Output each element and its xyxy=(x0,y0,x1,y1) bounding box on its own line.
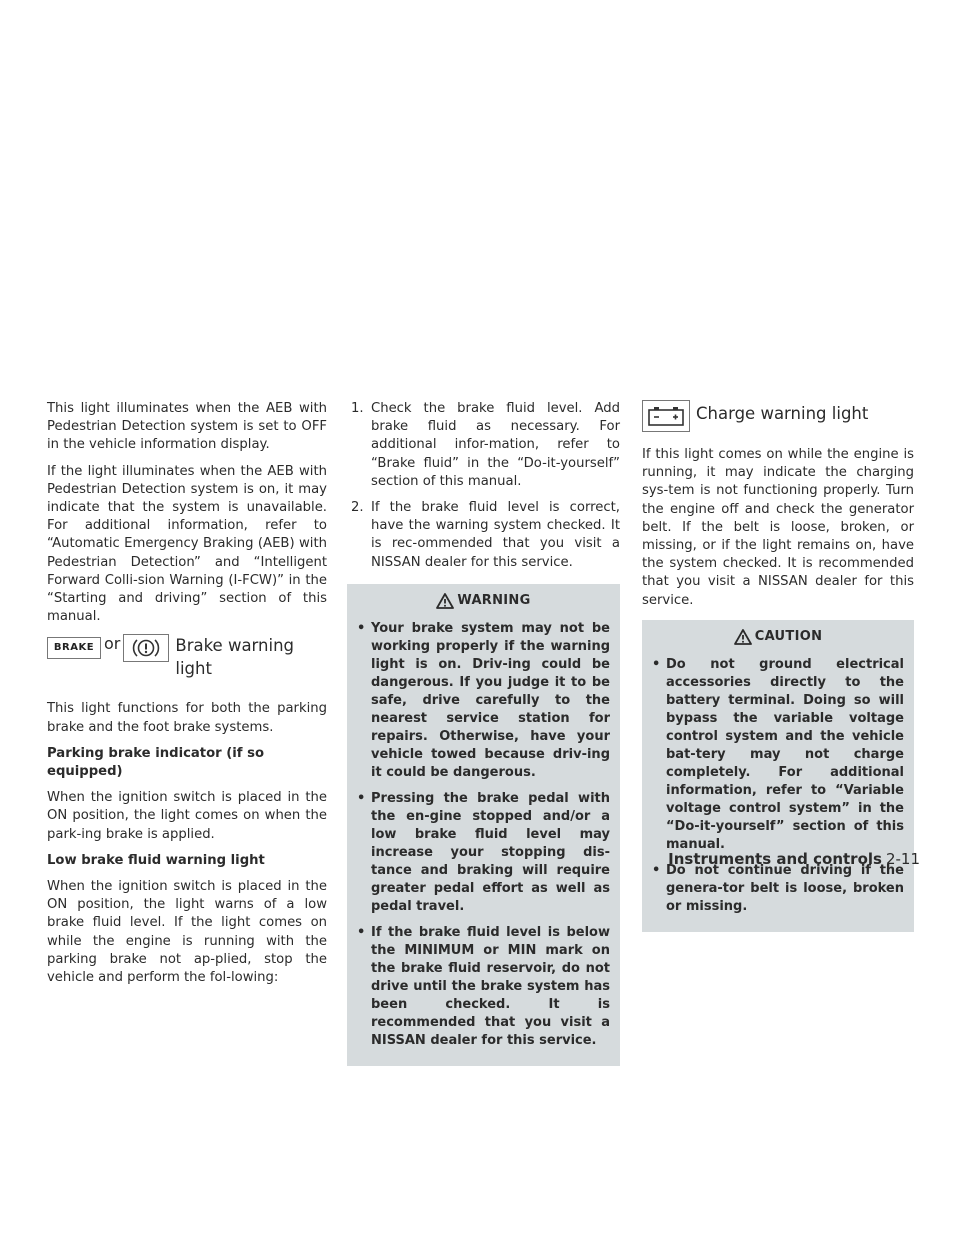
warning-text: If the brake fluid level is below the MINIMUM or MIN mark on the brake fluid reservoir, do not drive until the brake system has been checked. It is recommended that you visit a NISSAN dealer for this service. xyxy=(371,925,610,1049)
brake-warning-heading xyxy=(47,634,327,690)
list-item: • Do not ground electrical accessories directly to the battery terminal. Doing so will bypass the variable voltage control system and the vehicle bat-tery may not charge completely. For additional information, refer to “Variable voltage control system” in the “Do-it-yourself” section of this manual. xyxy=(652,657,904,853)
warning-list xyxy=(357,620,610,1050)
parking-brake-subhead: Parking brake indicator (if so equipped) xyxy=(47,745,265,780)
parking-brake-paragraph: When the ignition switch is placed in the ON position, the light comes on when the park-ing brake is applied. xyxy=(47,790,327,842)
caution-header xyxy=(652,628,904,646)
column-middle xyxy=(347,400,620,1066)
caution-text: Do not ground electrical accessories directly to the battery terminal. Doing so will bypass the variable voltage control system and the vehicle bat-tery may not charge completely. For additional information, refer to “Variable voltage control system” in the “Do-it-yourself” section of this manual. xyxy=(666,657,904,853)
warning-icon xyxy=(436,593,454,609)
low-fluid-subhead: Low brake fluid warning light xyxy=(47,852,265,868)
list-item xyxy=(347,499,620,572)
caution-text: Do not continue driving if the genera-tor belt is loose, broken or missing. xyxy=(666,863,904,915)
brake-functions-paragraph: This light functions for both the parking brake and the foot brake systems. xyxy=(47,701,327,735)
brake-steps-list xyxy=(347,400,620,572)
caution-title: CAUTION xyxy=(754,628,823,644)
list-item: • Do not continue driving if the genera-tor belt is loose, broken or missing. xyxy=(652,863,904,915)
list-item: • Pressing the brake pedal with the en-gine stopped and/or a low brake fluid level may increase your stopping dis-tance and braking will require greater pedal effort as well as pedal travel. xyxy=(357,791,610,915)
warning-header xyxy=(357,592,610,610)
warning-title: WARNING xyxy=(457,592,531,608)
list-item xyxy=(347,400,620,491)
list-item: • If the brake fluid level is below the MINIMUM or MIN mark on the brake fluid reservoir, do not drive until the brake system has been checked. It is recommended that you visit a NISSAN dealer for this service. xyxy=(357,925,610,1049)
page-number: 2-11 xyxy=(885,850,920,868)
step-text: If the brake fluid level is correct, have the warning system checked. It is rec-ommended that you visit a NISSAN dealer for this service. xyxy=(371,500,620,570)
caution-icon xyxy=(734,629,752,645)
charge-warning-heading xyxy=(642,400,914,432)
page-footer xyxy=(660,850,920,868)
brake-warning-title: Brake warning light xyxy=(175,636,295,679)
step-number: 1. xyxy=(351,401,364,416)
low-fluid-paragraph: When the ignition switch is placed in the ON position, the light warns of a low brake fluid level. If the light comes on while the engine is running with the parking brake not ap-plied, stop the vehicle and perform the fol-lowing: xyxy=(47,879,327,986)
caution-list xyxy=(652,656,904,916)
column-left xyxy=(47,400,327,995)
brake-text-icon xyxy=(47,637,101,659)
warning-box xyxy=(347,584,620,1066)
battery-icon xyxy=(642,400,690,432)
step-text: Check the brake fluid level. Add brake fluid as necessary. For additional infor-mation, refer to “Brake fluid” in the “Do-it-yourself” section of this manual. xyxy=(371,401,620,489)
charge-paragraph: If this light comes on while the engine is running, it may indicate the charging sys-tem is not functioning properly. Turn the engine off and check the generator belt. If the belt is loose, broken, or missing, or if the light remains on, have the system checked. It is recommended that you visit a NISSAN dealer for this service. xyxy=(642,447,914,608)
warning-text: Pressing the brake pedal with the en-gine stopped and/or a low brake fluid level may increase your stopping dis-tance and braking will require greater pedal effort as well as pedal travel. xyxy=(371,791,610,915)
footer-section-title: Instruments and controls xyxy=(668,850,882,868)
list-item: • Your brake system may not be working properly if the warning light is on. Driv-ing could be dangerous. If you judge it to be safe, drive carefully to the nearest service station for repairs. Otherwise, have your vehicle towed because driv-ing it could be dangerous. xyxy=(357,621,610,781)
aeb-off-paragraph: This light illuminates when the AEB with Pedestrian Detection system is set to OFF in the vehicle information display. xyxy=(47,401,327,453)
parking-brake-icon xyxy=(123,634,169,662)
step-number: 2. xyxy=(351,500,364,516)
or-text: or xyxy=(104,634,121,654)
charge-warning-title: Charge warning light xyxy=(696,404,869,423)
warning-text: Your brake system may not be working properly if the warning light is on. Driv-ing could be dangerous. If you judge it to be safe, drive carefully to the nearest service station for repairs. Otherwise, have your vehicle towed because driv-ing it could be dangerous. xyxy=(371,621,610,781)
brake-icon-label: BRAKE xyxy=(53,642,95,654)
aeb-unavailable-paragraph: If the light illuminates when the AEB with Pedestrian Detection system is on, it may indicate that the system is unavailable. For additional information, refer to “Automatic Emergency Braking (AEB) with Pedestrian Detection” and “Intelligent Forward Colli-sion Warning (I-FCW)” in the “Starting and driving” section of this manual. xyxy=(47,463,327,625)
caution-box xyxy=(642,620,914,932)
